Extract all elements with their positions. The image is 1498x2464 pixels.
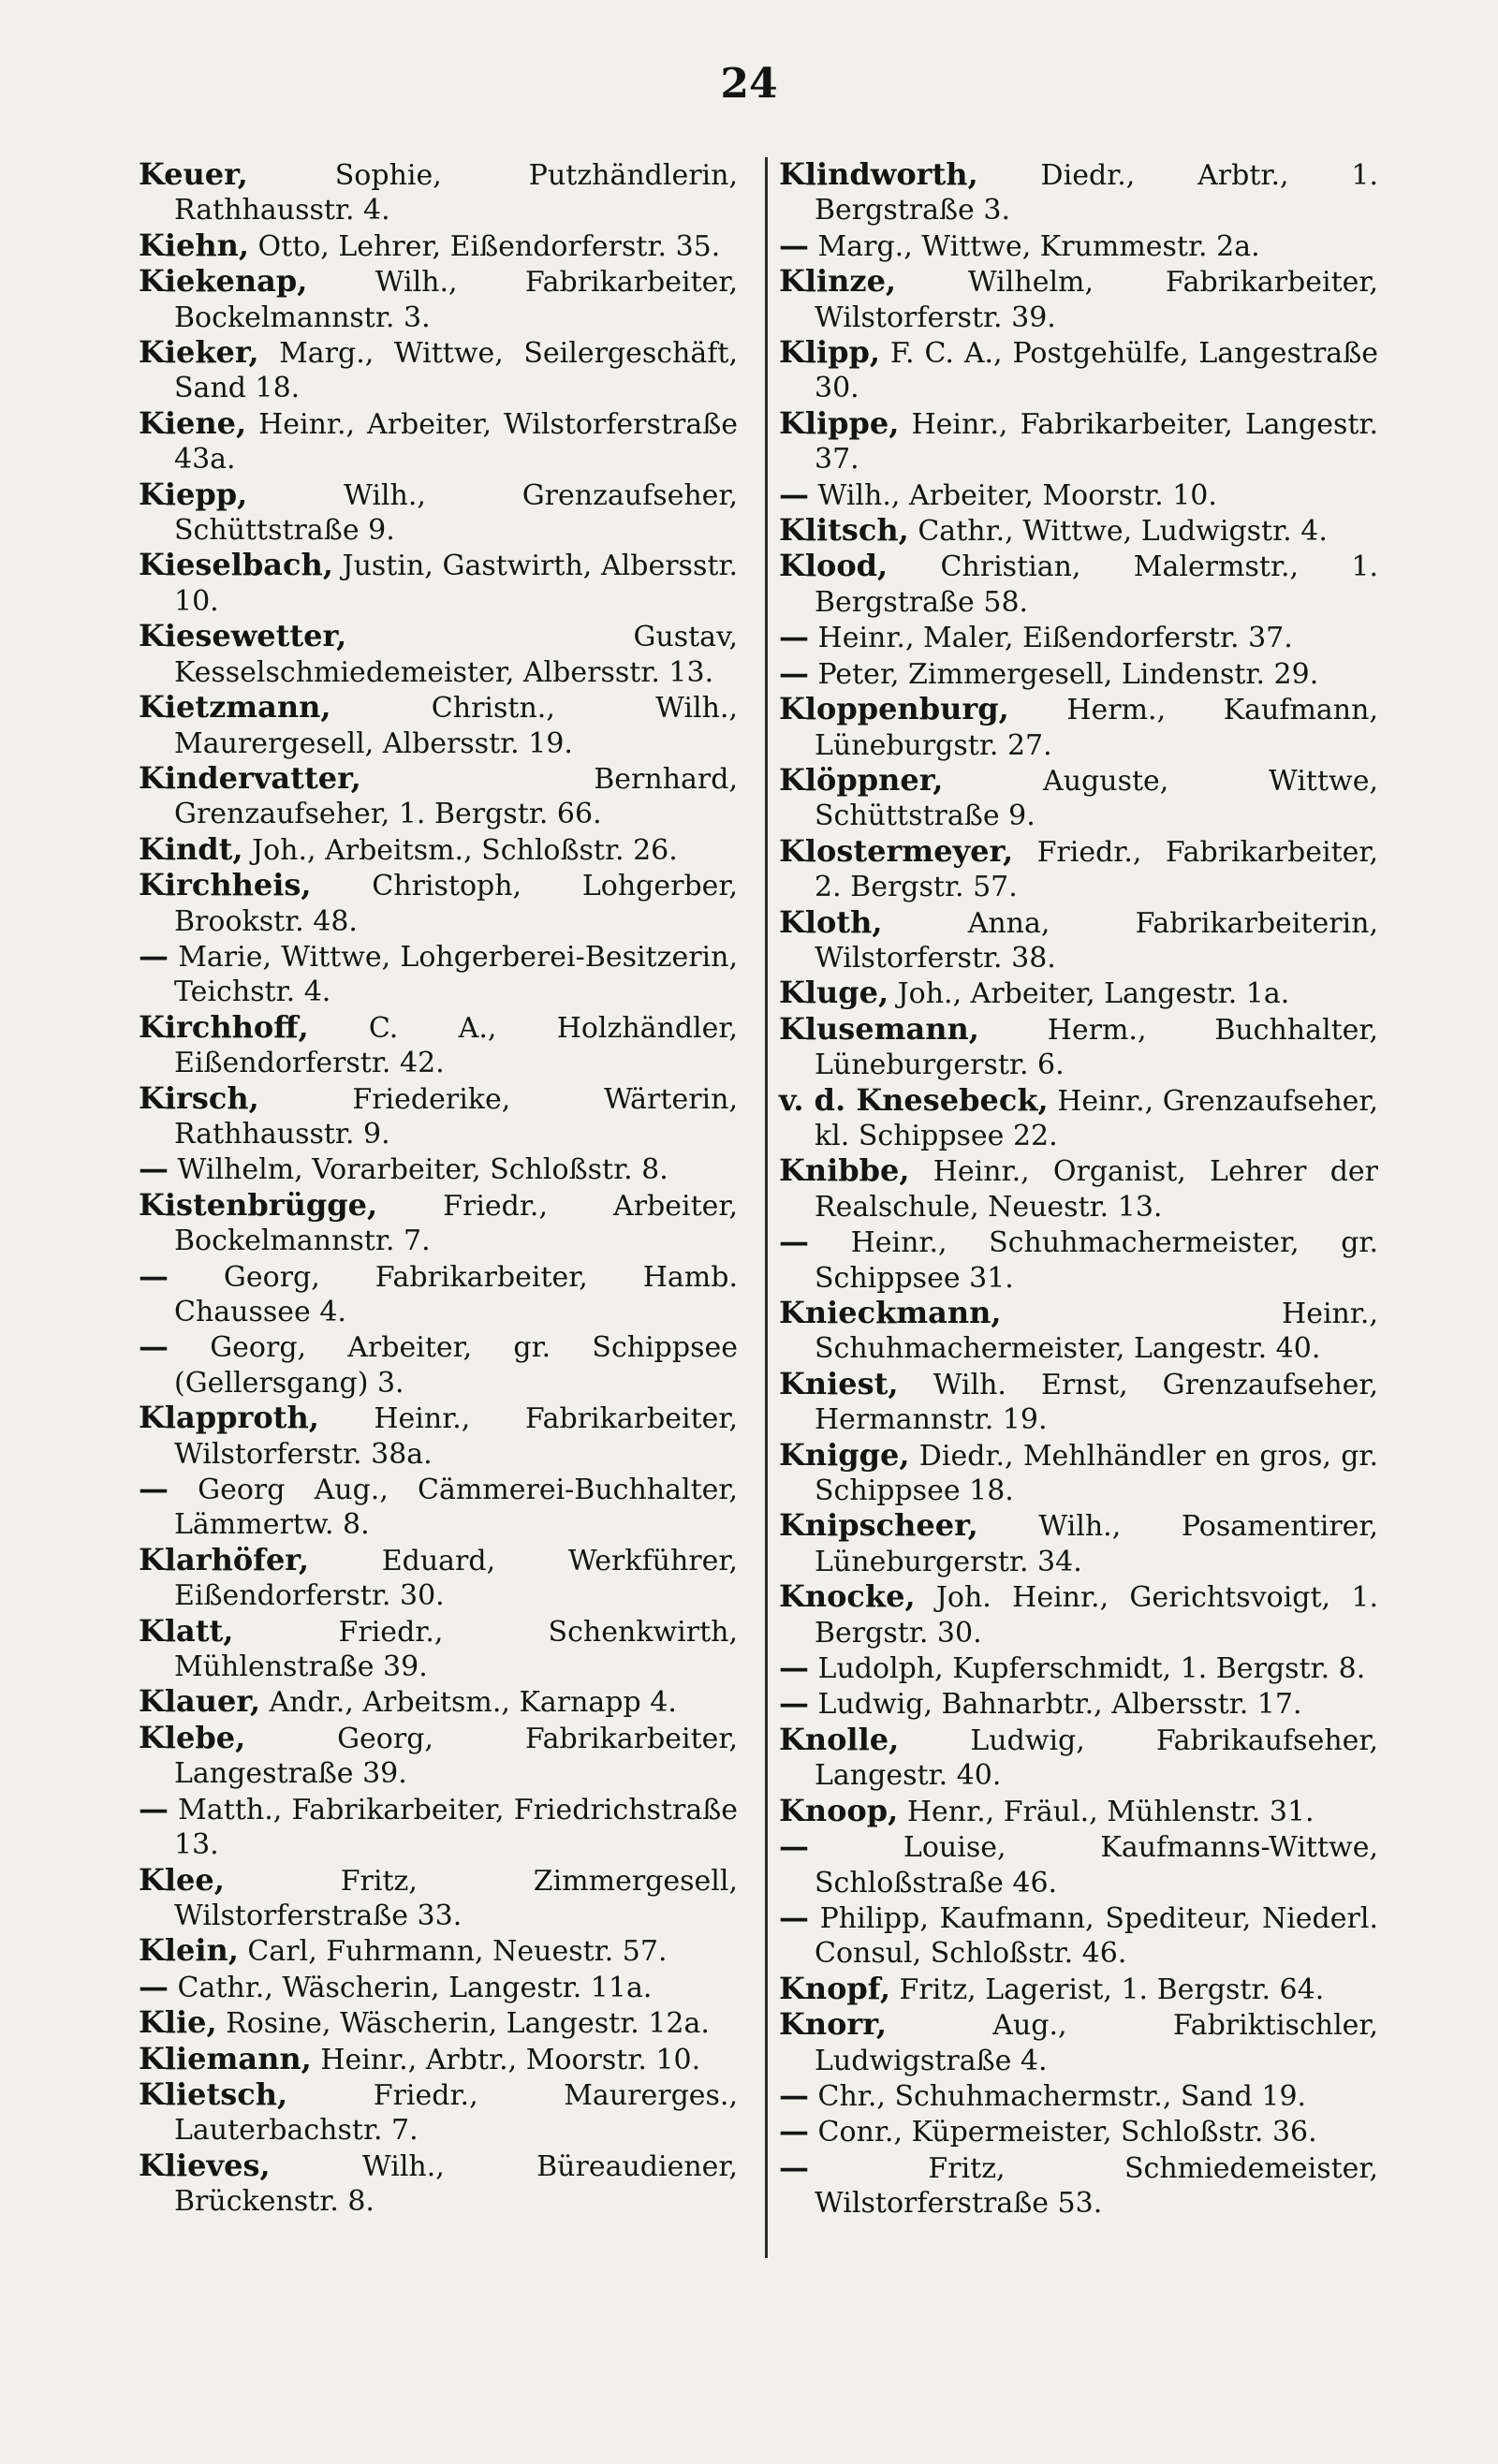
directory-entry	[779, 2078, 1378, 2114]
entry-surname: Klatt,	[139, 1612, 234, 1649]
entry-surname: Klitsch,	[779, 512, 909, 549]
directory-entry	[779, 2007, 1378, 2078]
directory-entry	[139, 477, 738, 549]
directory-entry	[139, 1863, 738, 1934]
entry-surname: —	[779, 1899, 809, 1935]
directory-entry	[139, 406, 738, 477]
entry-details: Heinr., Schuhmachermeister, gr. Schippsee 31.	[809, 1226, 1378, 1295]
entry-details: Heinr., Grenzaufseher, kl. Schippsee 22.	[815, 1084, 1379, 1152]
directory-entry	[779, 656, 1378, 692]
entry-surname: Klebe,	[139, 1719, 246, 1755]
entry-details: Wilhelm, Vorarbeiter, Schloßstr. 8.	[169, 1153, 668, 1187]
directory-entry	[779, 1794, 1378, 1829]
directory-entry	[139, 868, 738, 939]
entry-surname: —	[779, 1685, 809, 1722]
entry-surname: —	[779, 654, 809, 691]
entry-details: Otto, Lehrer, Eißendorferstr. 35.	[249, 229, 721, 263]
directory-entry	[139, 157, 738, 228]
entry-surname: Klusemann,	[779, 1010, 979, 1047]
directory-entry	[139, 690, 738, 761]
entry-surname: Knorr,	[779, 2006, 887, 2043]
entry-surname: Kirsch,	[139, 1079, 259, 1116]
directory-entry	[139, 548, 738, 619]
entry-details: Fritz, Lagerist, 1. Bergstr. 64.	[890, 1973, 1325, 2006]
entry-surname: Klieves,	[139, 2147, 271, 2183]
entry-surname: —	[139, 937, 169, 974]
entry-details: Wilh., Arbeiter, Moorstr. 10.	[809, 478, 1217, 512]
entry-surname: —	[139, 1257, 169, 1294]
directory-entry	[139, 2042, 738, 2077]
entry-surname: —	[779, 1650, 809, 1686]
entry-details: Louise, Kaufmanns-Wittwe, Schloßstraße 46.	[809, 1831, 1378, 1899]
entry-details: Peter, Zimmergesell, Lindenstr. 29.	[809, 657, 1319, 691]
entry-surname: Keuer,	[139, 156, 248, 192]
entry-details: Christn., Wilh., Maurergesell, Albersstr. 19.	[174, 692, 738, 760]
entry-surname: Kiepp,	[139, 476, 248, 512]
entry-surname: Knopf,	[779, 1970, 890, 2006]
directory-entry	[779, 620, 1378, 655]
entry-surname: Kiene,	[139, 404, 247, 441]
entry-surname: —	[779, 2076, 809, 2113]
directory-entry	[139, 228, 738, 264]
entry-surname: Knipscheer,	[779, 1507, 978, 1544]
entry-surname: Knigge,	[779, 1436, 910, 1473]
entry-details: Sophie, Putzhändlerin, Rathhausstr. 4.	[174, 159, 738, 227]
directory-entry	[779, 1829, 1378, 1900]
directory-entry	[139, 1010, 738, 1081]
entry-surname: Kindt,	[139, 830, 243, 867]
entry-details: Friedr., Arbeiter, Bockelmannstr. 7.	[174, 1189, 738, 1258]
entry-surname: —	[779, 619, 809, 655]
entry-surname: Klostermeyer,	[779, 832, 1014, 869]
entry-details: Heinr., Fabrikarbeiter, Langestr. 37.	[815, 407, 1378, 477]
entry-details: Wilh., Büreaudiener, Brückenstr. 8.	[174, 2149, 738, 2219]
entry-details: Christian, Malermstr., 1. Bergstraße 58.	[815, 550, 1378, 619]
entry-details: Heinr., Fabrikarbeiter, Wilstorferstr. 38a.	[174, 1402, 738, 1471]
entry-surname: —	[779, 2113, 809, 2149]
directory-entry	[139, 761, 738, 832]
directory-entry	[139, 1933, 738, 1969]
directory-entry	[779, 406, 1378, 477]
entry-surname: —	[779, 2149, 809, 2185]
entry-surname: Kindervatter,	[139, 759, 361, 796]
entry-details: Henr., Fräul., Mühlenstr. 31.	[898, 1795, 1314, 1828]
entry-surname: Kiekenap,	[139, 263, 308, 300]
entry-details: Matth., Fabrikarbeiter, Friedrichstraße 13.	[169, 1793, 738, 1862]
entry-details: Gustav, Kesselschmiedemeister, Albersstr. 13.	[174, 621, 738, 689]
directory-entry	[779, 264, 1378, 335]
directory-entry	[779, 1723, 1378, 1794]
entry-surname: Knolle,	[779, 1721, 900, 1757]
directory-entry	[139, 1081, 738, 1152]
entry-surname: Knoop,	[779, 1792, 899, 1828]
entry-details: Cathr., Wittwe, Ludwigstr. 4.	[908, 515, 1328, 549]
entry-details: Friedr., Schenkwirth, Mühlenstraße 39.	[174, 1615, 738, 1684]
entry-surname: —	[779, 1224, 809, 1260]
entry-surname: Klapproth,	[139, 1400, 319, 1436]
entry-details: Wilh., Grenzaufseher, Schüttstraße 9.	[174, 478, 738, 548]
entry-surname: Klippe,	[779, 404, 900, 441]
directory-entry	[779, 1296, 1378, 1367]
entry-details: Diedr., Mehlhändler en gros, gr. Schippsee 18.	[815, 1439, 1378, 1508]
directory-entry	[139, 2005, 738, 2041]
directory-entry	[139, 1401, 738, 1472]
column-divider	[765, 157, 768, 2258]
entry-surname: Klinze,	[779, 263, 897, 300]
entry-surname: Kniest,	[779, 1365, 899, 1401]
directory-entry	[139, 264, 738, 335]
directory-entry	[779, 1650, 1378, 1686]
entry-details: Joh. Heinr., Gerichtsvoigt, 1. Bergstr. 30.	[815, 1581, 1378, 1650]
entry-details: Carl, Fuhrmann, Neuestr. 57.	[238, 1935, 668, 1969]
entry-details: Fritz, Schmiedemeister, Wilstorferstraße 53.	[809, 2151, 1378, 2221]
entry-surname: —	[139, 1471, 169, 1507]
entry-surname: Kistenbrügge,	[139, 1186, 378, 1223]
directory-entry	[139, 2077, 738, 2149]
entry-details: Chr., Schuhmachermstr., Sand 19.	[809, 2079, 1307, 2113]
directory-entry	[779, 1153, 1378, 1225]
entry-details: Christoph, Lohgerber, Brookstr. 48.	[174, 870, 738, 938]
directory-entry	[779, 975, 1378, 1011]
entry-details: Heinr., Maler, Eißendorferstr. 37.	[809, 622, 1293, 655]
directory-entry	[139, 1543, 738, 1614]
entry-details: Marg., Wittwe, Seilergeschäft, Sand 18.	[174, 337, 738, 405]
directory-entry	[779, 1367, 1378, 1438]
entry-surname: —	[139, 1328, 169, 1365]
entry-details: Herm., Kaufmann, Lüneburgstr. 27.	[815, 694, 1378, 762]
left-column	[139, 157, 738, 2220]
directory-entry	[139, 1970, 738, 2005]
entry-surname: v. d. Knesebeck,	[779, 1081, 1049, 1118]
directory-entry	[139, 1329, 738, 1401]
directory-entry	[779, 1579, 1378, 1650]
entry-surname: Kieker,	[139, 334, 259, 371]
directory-entry	[779, 834, 1378, 905]
entry-details: Eduard, Werkführer, Eißendorferstr. 30.	[174, 1544, 738, 1613]
entry-surname: Klöppner,	[779, 761, 944, 798]
directory-entry	[779, 2114, 1378, 2149]
entry-details: Georg, Fabrikarbeiter, Langestraße 39.	[174, 1722, 738, 1791]
directory-entry	[779, 692, 1378, 763]
entry-details: Rosine, Wäscherin, Langestr. 12a.	[216, 2007, 710, 2041]
directory-entry	[779, 157, 1378, 228]
entry-details: Justin, Gastwirth, Albersstr. 10.	[174, 550, 738, 618]
directory-entry	[779, 1508, 1378, 1579]
entry-surname: Kloth,	[779, 903, 883, 940]
entry-details: Diedr., Arbtr., 1. Bergstraße 3.	[815, 159, 1378, 227]
directory-entry	[779, 1012, 1378, 1083]
entry-details: Wilh., Fabrikarbeiter, Bockelmannstr. 3.	[174, 266, 738, 334]
page-number: 24	[720, 60, 778, 108]
directory-entry	[779, 763, 1378, 834]
directory-entry	[779, 1438, 1378, 1509]
entry-details: Heinr., Arbeiter, Wilstorferstraße 43a.	[174, 407, 738, 477]
entry-details: Joh., Arbeitsm., Schloßstr. 26.	[242, 833, 678, 867]
directory-entry	[779, 335, 1378, 406]
entry-surname: Kluge,	[779, 975, 889, 1011]
entry-details: Fritz, Zimmergesell, Wilstorferstraße 33.	[174, 1864, 738, 1932]
directory-entry	[139, 2149, 738, 2220]
entry-surname: Klarhöfer,	[139, 1541, 309, 1577]
entry-surname: Knieckmann,	[779, 1295, 1002, 1330]
entry-surname: Kirchheis,	[139, 867, 312, 903]
directory-entry	[139, 1684, 738, 1720]
directory-entry	[779, 1225, 1378, 1296]
entry-details: Wilh., Posamentirer, Lüneburgerstr. 34.	[815, 1510, 1378, 1578]
entry-surname: —	[139, 1790, 169, 1826]
entry-details: Auguste, Wittwe, Schüttstraße 9.	[815, 764, 1378, 833]
directory-entry	[779, 513, 1378, 549]
directory-entry	[139, 1188, 738, 1259]
entry-details: C. A., Holzhändler, Eißendorferstr. 42.	[174, 1011, 738, 1080]
entry-details: F. C. A., Postgehülfe, Langestraße 30.	[815, 337, 1378, 405]
entry-surname: Kietzmann,	[139, 689, 331, 726]
directory-entry	[139, 1151, 738, 1187]
directory-entry	[779, 1972, 1378, 2007]
entry-details: Wilh. Ernst, Grenzaufseher, Hermannstr. 19.	[815, 1368, 1378, 1437]
entry-details: Friederike, Wärterin, Rathhausstr. 9.	[174, 1082, 738, 1151]
entry-surname: Kieselbach,	[139, 547, 333, 583]
directory-entry	[139, 832, 738, 868]
directory-entry	[779, 1686, 1378, 1722]
entry-surname: Kirchhoff,	[139, 1008, 309, 1045]
right-column	[779, 157, 1378, 2222]
entry-details: Cathr., Wäscherin, Langestr. 11a.	[169, 1971, 653, 2004]
entry-surname: —	[779, 1828, 809, 1865]
directory-entry	[779, 1900, 1378, 1972]
entry-surname: —	[779, 476, 809, 512]
entry-details: Aug., Fabriktischler, Ludwigstraße 4.	[815, 2009, 1378, 2077]
entry-surname: —	[779, 227, 809, 263]
directory-entry	[139, 1259, 738, 1330]
entry-details: Friedr., Maurerges., Lauterbachstr. 7.	[174, 2078, 738, 2148]
directory-entry	[139, 1792, 738, 1863]
entry-details: Conr., Küpermeister, Schloßstr. 36.	[809, 2116, 1317, 2149]
entry-details: Georg, Arbeiter, gr. Schippsee (Gellersgang) 3.	[169, 1331, 738, 1400]
entry-details: Ludwig, Fabrikaufseher, Langestr. 40.	[815, 1723, 1378, 1793]
entry-surname: Klauer,	[139, 1683, 260, 1720]
entry-surname: Klood,	[779, 548, 889, 584]
entry-details: Heinr., Organist, Lehrer der Realschule, Neuestr. 13.	[815, 1155, 1378, 1224]
entry-surname: Knocke,	[779, 1578, 916, 1615]
entry-details: Bernhard, Grenzaufseher, 1. Bergstr. 66.	[174, 762, 738, 831]
entry-surname: Klie,	[139, 2004, 217, 2041]
entry-details: Georg Aug., Cämmerei-Buchhalter, Lämmertw. 8.	[169, 1474, 738, 1542]
entry-details: Anna, Fabrikarbeiterin, Wilstorferstr. 38.	[815, 906, 1378, 975]
entry-details: Marie, Wittwe, Lohgerberei-Besitzerin, Teichstr. 4.	[169, 940, 738, 1009]
entry-surname: Kiehn,	[139, 227, 249, 263]
entry-surname: Klee,	[139, 1861, 225, 1898]
directory-entry	[139, 1614, 738, 1685]
directory-entry	[139, 1721, 738, 1792]
entry-surname: —	[139, 1968, 169, 2004]
directory-entry	[779, 1083, 1378, 1154]
directory-entry	[139, 1472, 738, 1543]
entry-details: Ludolph, Kupferschmidt, 1. Bergstr. 8.	[809, 1652, 1366, 1686]
entry-surname: Knibbe,	[779, 1152, 910, 1189]
entry-details: Ludwig, Bahnarbtr., Albersstr. 17.	[809, 1688, 1302, 1722]
entry-surname: Kliemann,	[139, 2040, 312, 2076]
entry-details: Philipp, Kaufmann, Spediteur, Niederl. Consul, Schloßstr. 46.	[809, 1901, 1378, 1971]
entry-details: Andr., Arbeitsm., Karnapp 4.	[260, 1686, 677, 1720]
directory-entry	[139, 335, 738, 406]
entry-surname: —	[139, 1151, 169, 1187]
entry-details: Georg, Fabrikarbeiter, Hamb. Chaussee 4.	[169, 1260, 738, 1328]
entry-surname: Kiesewetter,	[139, 618, 347, 654]
directory-entry	[779, 2150, 1378, 2222]
directory-entry	[139, 619, 738, 690]
entry-details: Wilhelm, Fabrikarbeiter, Wilstorferstr. 39.	[815, 266, 1378, 334]
entry-surname: Kloppenburg,	[779, 691, 1009, 727]
entry-surname: Klindworth,	[779, 156, 978, 192]
entry-details: Heinr., Arbtr., Moorstr. 10.	[311, 2043, 701, 2076]
directory-entry	[779, 905, 1378, 976]
directory-entry	[779, 228, 1378, 264]
entry-details: Herm., Buchhalter, Lüneburgerstr. 6.	[815, 1013, 1378, 1082]
entry-details: Friedr., Fabrikarbeiter, 2. Bergstr. 57.	[815, 835, 1378, 904]
entry-surname: Klietsch,	[139, 2075, 288, 2112]
entry-details: Joh., Arbeiter, Langestr. 1a.	[889, 977, 1290, 1011]
entry-details: Heinr., Schuhmachermeister, Langestr. 40.	[815, 1298, 1378, 1366]
directory-entry	[779, 549, 1378, 620]
directory-entry	[779, 477, 1378, 513]
entry-surname: Klein,	[139, 1932, 239, 1969]
directory-entry	[139, 939, 738, 1010]
entry-details: Marg., Wittwe, Krummestr. 2a.	[809, 229, 1260, 263]
entry-surname: Klipp,	[779, 334, 881, 371]
